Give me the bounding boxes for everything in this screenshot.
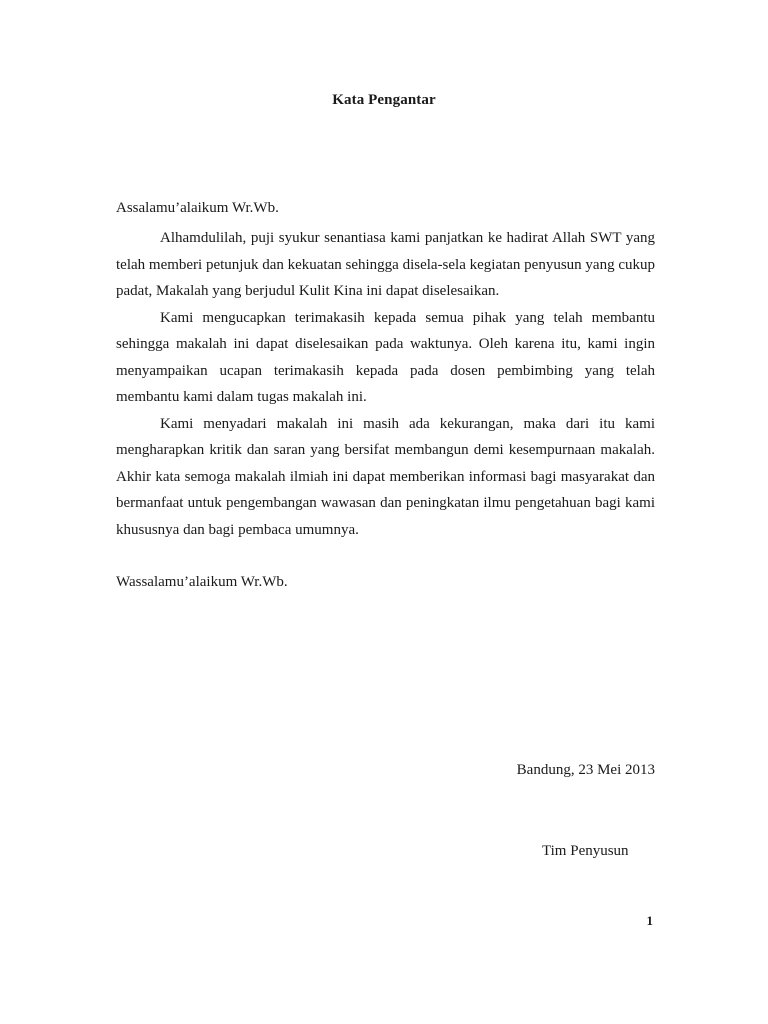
paragraph-3: Kami menyadari makalah ini masih ada kekurangan, maka dari itu kami mengharapkan kritik dan saran yang bersifat membangun demi kesempurnaan makalah. Akhir kata semoga makalah ilmiah ini dapat memberikan informasi bagi masyarakat dan bermanfaat untuk pengembangan wawasan dan peningkatan ilmu pengetahuan bagi kami khususnya dan bagi pembaca umumnya.	[116, 415, 655, 538]
opening-greeting: Assalamu’alaikum Wr.Wb.	[116, 200, 279, 216]
signature: Tim Penyusun	[542, 843, 629, 859]
closing-greeting: Wassalamu’alaikum Wr.Wb.	[116, 574, 288, 590]
page-number: 1	[646, 913, 653, 928]
paragraph-2: Kami mengucapkan terimakasih kepada semua pihak yang telah membantu sehingga makalah ini dapat diselesaikan pada waktunya. Oleh karena itu, kami ingin menyampaikan ucapan terimakasih kepada pada dosen pembimbing yang telah membantu kami dalam tugas makalah ini.	[116, 309, 655, 405]
body-text	[116, 225, 655, 543]
page-title: Kata Pengantar	[332, 92, 436, 108]
paragraph-1: Alhamdulilah, puji syukur senantiasa kami panjatkan ke hadirat Allah SWT yang telah memberi petunjuk dan kekuatan sehingga disela-sela kegiatan penyusun yang cukup padat, Makalah yang berjudul Kulit Kina ini dapat diselesaikan.	[116, 230, 655, 299]
place-date: Bandung, 23 Mei 2013	[516, 762, 655, 778]
